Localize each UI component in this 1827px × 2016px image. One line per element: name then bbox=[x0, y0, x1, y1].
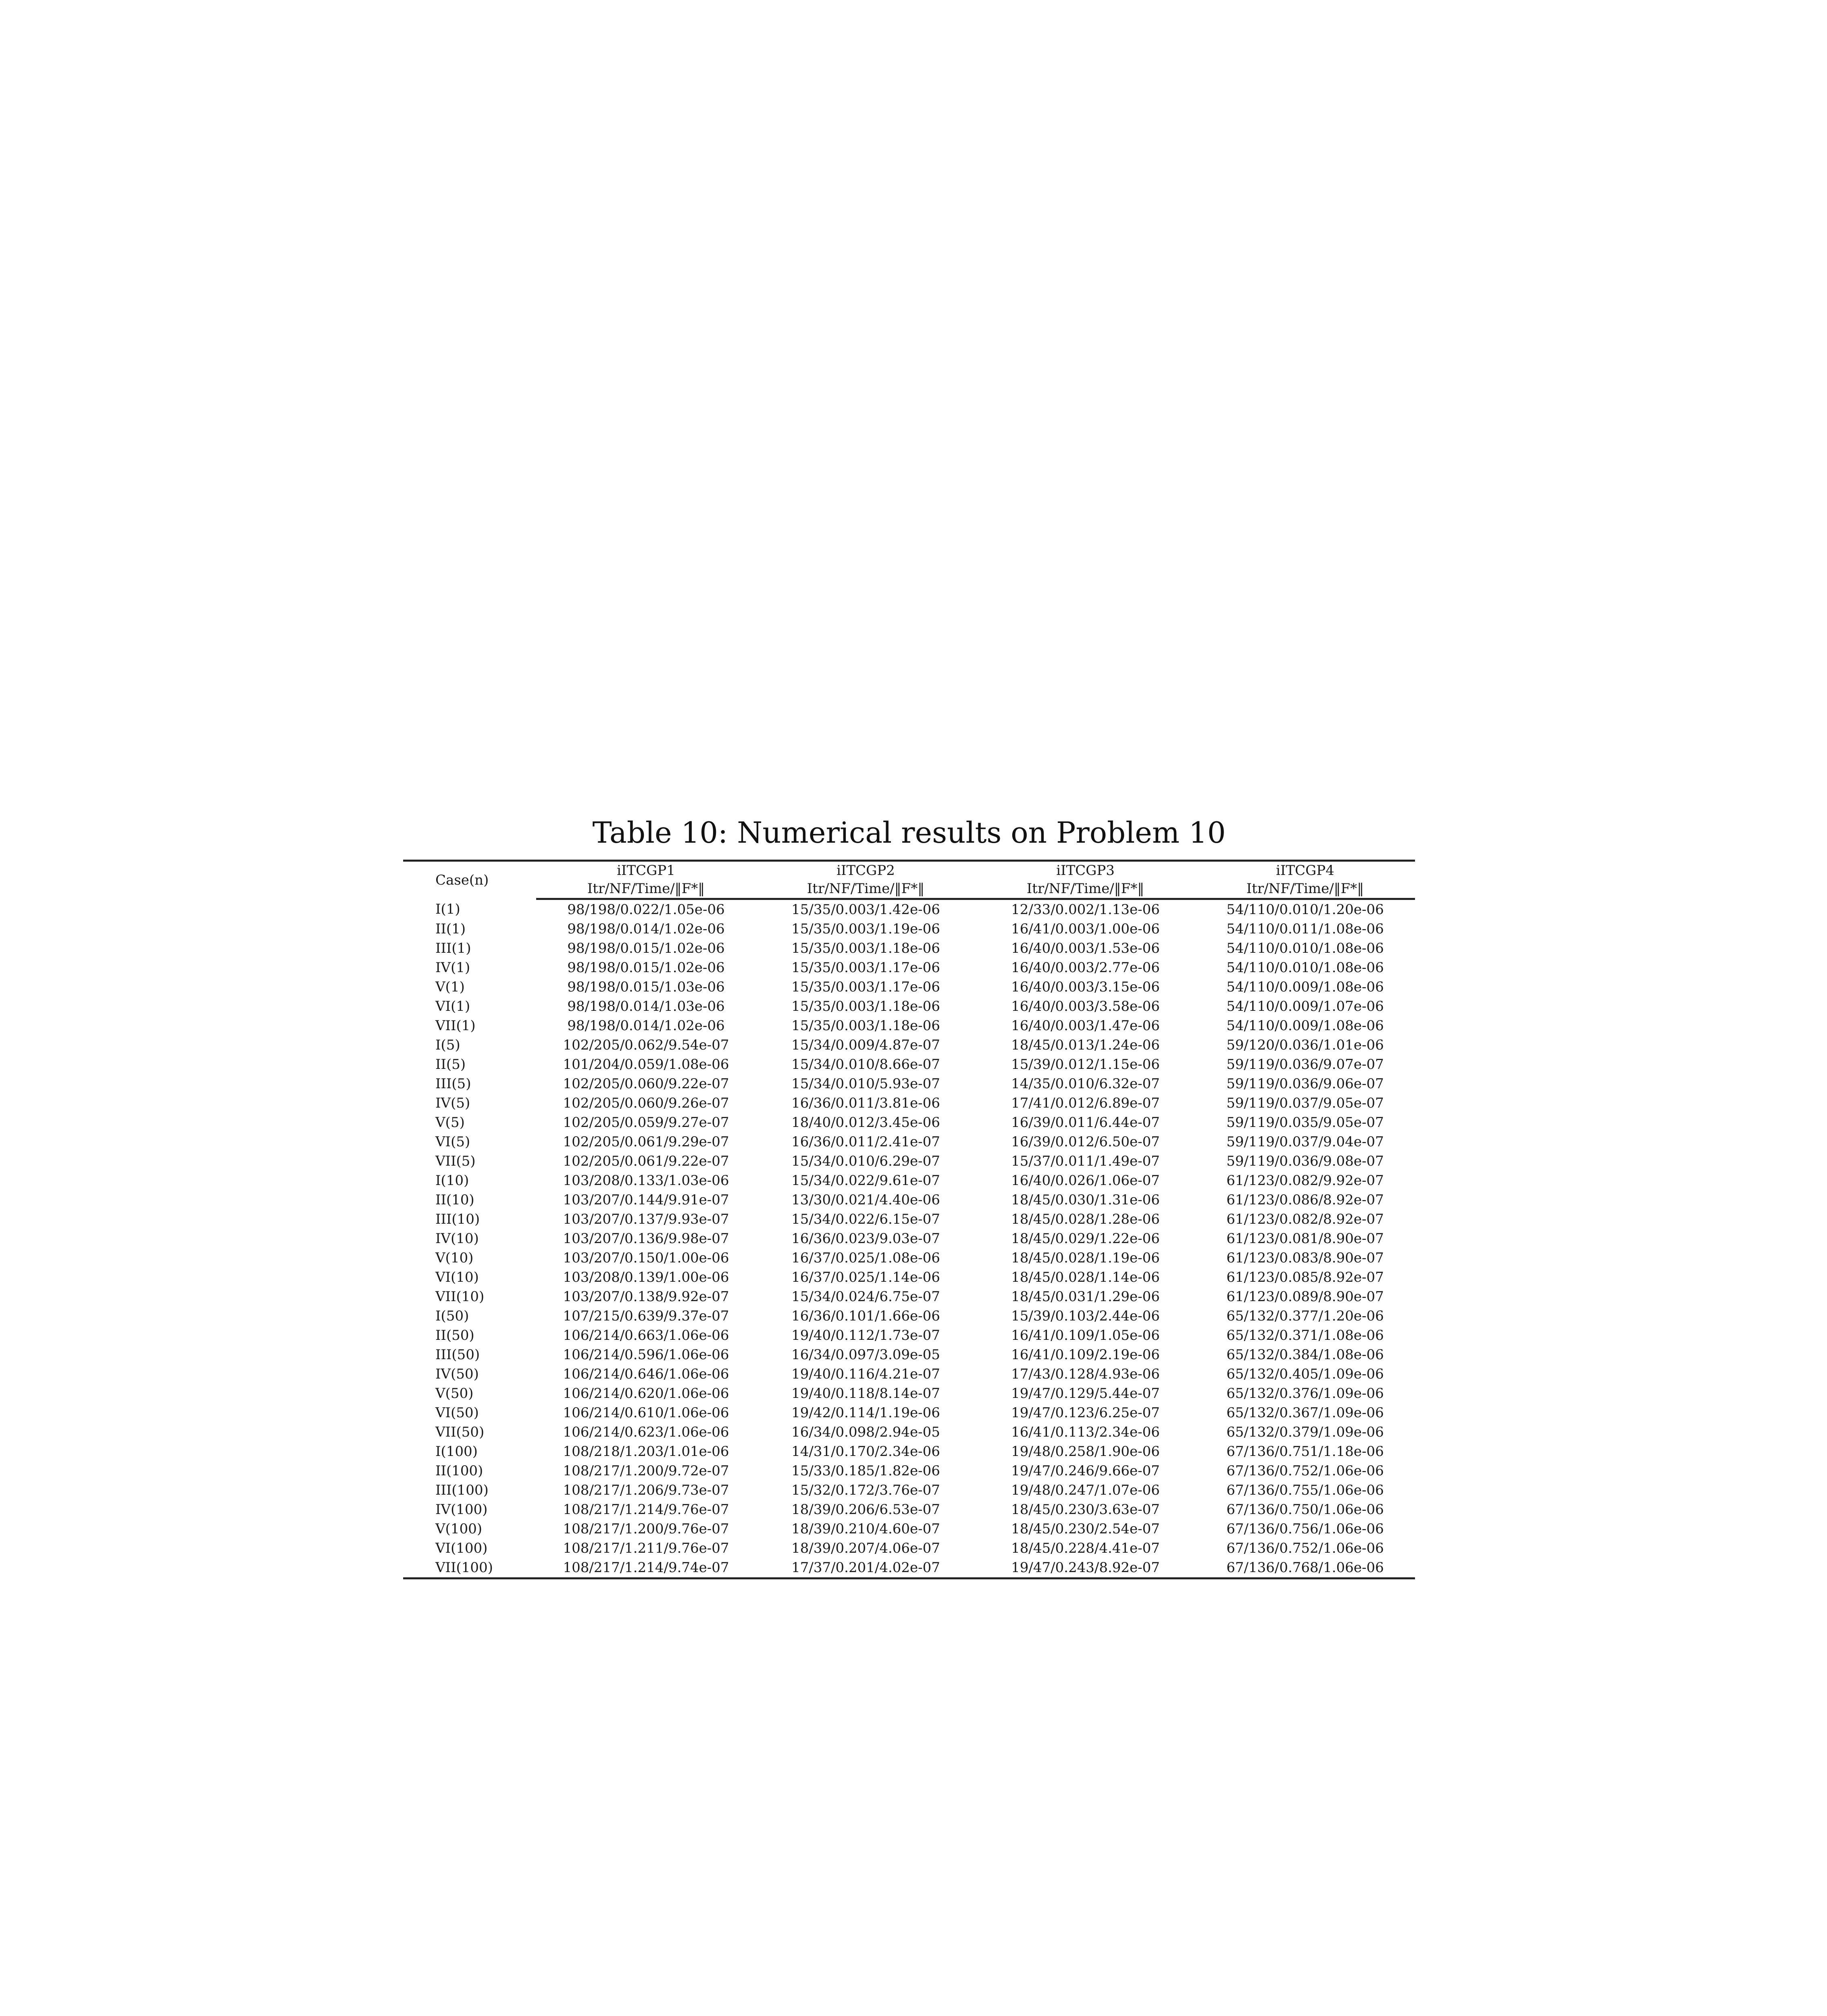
result-cell-method-2: 17/37/0.201/4.02e-07 bbox=[756, 1558, 976, 1579]
result-cell-method-2: 16/36/0.023/9.03e-07 bbox=[791, 1231, 940, 1247]
result-cell-method-3: 17/41/0.012/6.89e-07 bbox=[1011, 1095, 1160, 1111]
result-cell-method-4: 54/110/0.010/1.08e-06 bbox=[1226, 940, 1384, 956]
case-cell: I(100) bbox=[435, 1443, 478, 1460]
result-cell-method-2: 15/35/0.003/1.17e-06 bbox=[791, 979, 940, 995]
result-cell-method-2: 14/31/0.170/2.34e-06 bbox=[791, 1443, 940, 1460]
result-cell-method-1: 98/198/0.015/1.02e-06 bbox=[567, 960, 725, 976]
method-header-2: iITCGP2 bbox=[756, 861, 976, 880]
metric-header-1: Itr/NF/Time/‖F*‖ bbox=[536, 880, 756, 899]
result-cell-method-1: 103/207/0.138/9.92e-07 bbox=[563, 1289, 729, 1305]
result-cell-method-4: 54/110/0.009/1.07e-06 bbox=[1226, 998, 1384, 1014]
result-cell-method-3: 19/47/0.243/8.92e-07 bbox=[976, 1558, 1195, 1579]
metric-header-2: Itr/NF/Time/‖F*‖ bbox=[756, 880, 976, 899]
case-cell: I(1) bbox=[435, 901, 460, 917]
case-cell: IV(5) bbox=[435, 1095, 470, 1111]
case-cell: II(5) bbox=[435, 1056, 466, 1073]
result-cell-method-4: 59/119/0.037/9.05e-07 bbox=[1226, 1095, 1384, 1111]
table-header bbox=[403, 861, 1415, 899]
result-cell-method-4: 67/136/0.752/1.06e-06 bbox=[1226, 1540, 1384, 1556]
result-cell-method-1: 98/198/0.015/1.03e-06 bbox=[567, 979, 725, 995]
result-cell-method-4: 61/123/0.089/8.90e-07 bbox=[1226, 1289, 1384, 1305]
result-cell-method-3: 16/41/0.113/2.34e-06 bbox=[1011, 1424, 1160, 1440]
result-cell-method-2: 16/36/0.011/2.41e-07 bbox=[791, 1134, 940, 1150]
result-cell-method-2: 15/34/0.022/6.15e-07 bbox=[791, 1211, 940, 1227]
result-cell-method-3: 18/45/0.230/2.54e-07 bbox=[1011, 1521, 1160, 1537]
case-cell: VI(100) bbox=[435, 1540, 488, 1556]
table-row bbox=[403, 1248, 1415, 1268]
result-cell-method-3: 16/41/0.003/1.00e-06 bbox=[1011, 921, 1160, 937]
table-row bbox=[403, 1345, 1415, 1364]
table-row bbox=[403, 1132, 1415, 1152]
method-header-1: iITCGP1 bbox=[536, 861, 756, 880]
result-cell-method-3: 18/45/0.230/3.63e-07 bbox=[1011, 1502, 1160, 1518]
result-cell-method-1: 102/205/0.060/9.26e-07 bbox=[563, 1095, 729, 1111]
result-cell-method-1: 108/217/1.214/9.76e-07 bbox=[563, 1502, 729, 1518]
result-cell-method-2: 16/37/0.025/1.14e-06 bbox=[791, 1269, 940, 1285]
table-row bbox=[403, 1035, 1415, 1055]
result-cell-method-2: 15/34/0.010/6.29e-07 bbox=[791, 1153, 940, 1169]
result-cell-method-1: 108/217/1.200/9.76e-07 bbox=[563, 1521, 729, 1537]
result-cell-method-2: 15/35/0.003/1.18e-06 bbox=[791, 940, 940, 956]
result-cell-method-3: 12/33/0.002/1.13e-06 bbox=[1011, 902, 1160, 918]
case-cell: VII(50) bbox=[435, 1424, 485, 1440]
result-cell-method-3: 18/45/0.030/1.31e-06 bbox=[1011, 1192, 1160, 1208]
table-row bbox=[403, 1287, 1415, 1306]
result-cell-method-4: 59/119/0.036/9.08e-07 bbox=[1226, 1153, 1384, 1169]
case-cell: V(50) bbox=[435, 1385, 474, 1402]
table-row bbox=[403, 977, 1415, 997]
table-row bbox=[403, 1074, 1415, 1093]
result-cell-method-4: 61/123/0.086/8.92e-07 bbox=[1226, 1192, 1384, 1208]
result-cell-method-2: 15/35/0.003/1.42e-06 bbox=[791, 902, 940, 918]
result-cell-method-1: 108/217/1.206/9.73e-07 bbox=[563, 1482, 729, 1498]
table-row bbox=[403, 1229, 1415, 1248]
result-cell-method-2: 18/40/0.012/3.45e-06 bbox=[791, 1114, 940, 1131]
case-cell: III(10) bbox=[435, 1211, 480, 1227]
result-cell-method-4: 54/110/0.009/1.08e-06 bbox=[1226, 1018, 1384, 1034]
metric-header-4: Itr/NF/Time/‖F*‖ bbox=[1195, 880, 1415, 899]
result-cell-method-4: 59/119/0.036/9.07e-07 bbox=[1226, 1056, 1384, 1073]
result-cell-method-4: 54/110/0.011/1.08e-06 bbox=[1226, 921, 1384, 937]
result-cell-method-3: 16/41/0.109/1.05e-06 bbox=[1011, 1327, 1160, 1343]
result-cell-method-1: 103/208/0.139/1.00e-06 bbox=[563, 1269, 729, 1285]
result-cell-method-4: 61/123/0.085/8.92e-07 bbox=[1226, 1269, 1384, 1285]
case-cell: IV(1) bbox=[435, 960, 470, 976]
result-cell-method-1: 102/205/0.060/9.22e-07 bbox=[563, 1076, 729, 1092]
result-cell-method-3: 19/47/0.129/5.44e-07 bbox=[1011, 1385, 1160, 1402]
result-cell-method-2: 16/34/0.098/2.94e-05 bbox=[791, 1424, 940, 1440]
case-cell: V(5) bbox=[435, 1114, 465, 1131]
result-cell-method-2: 19/40/0.116/4.21e-07 bbox=[791, 1366, 940, 1382]
result-cell-method-3: 16/40/0.026/1.06e-07 bbox=[1011, 1173, 1160, 1189]
result-cell-method-3: 18/45/0.029/1.22e-06 bbox=[1011, 1231, 1160, 1247]
table-row bbox=[403, 899, 1415, 920]
table-row bbox=[403, 1403, 1415, 1422]
result-cell-method-3: 16/39/0.012/6.50e-07 bbox=[1011, 1134, 1160, 1150]
result-cell-method-1: 103/208/0.133/1.03e-06 bbox=[563, 1173, 729, 1189]
table-row bbox=[403, 1364, 1415, 1384]
table-row bbox=[403, 958, 1415, 977]
case-cell: VI(1) bbox=[435, 998, 470, 1014]
result-cell-method-1: 103/207/0.136/9.98e-07 bbox=[563, 1231, 729, 1247]
table-body bbox=[403, 899, 1415, 1579]
result-cell-method-3: 16/40/0.003/3.15e-06 bbox=[1011, 979, 1160, 995]
case-cell: I(5) bbox=[435, 1037, 460, 1053]
result-cell-method-2: 15/35/0.003/1.19e-06 bbox=[791, 921, 940, 937]
result-cell-method-3: 16/39/0.011/6.44e-07 bbox=[1011, 1114, 1160, 1131]
method-header-row bbox=[403, 861, 1415, 880]
table-caption: Table 10: Numerical results on Problem 10 bbox=[592, 816, 1226, 850]
result-cell-method-1: 106/214/0.620/1.06e-06 bbox=[563, 1385, 729, 1402]
result-cell-method-2: 15/34/0.009/4.87e-07 bbox=[791, 1037, 940, 1053]
result-cell-method-1: 102/205/0.061/9.22e-07 bbox=[563, 1153, 729, 1169]
result-cell-method-3: 18/45/0.013/1.24e-06 bbox=[1011, 1037, 1160, 1053]
result-cell-method-2: 15/34/0.022/9.61e-07 bbox=[791, 1173, 940, 1189]
result-cell-method-1: 102/205/0.059/9.27e-07 bbox=[563, 1114, 729, 1131]
result-cell-method-1: 98/198/0.015/1.02e-06 bbox=[567, 940, 725, 956]
result-cell-method-2: 15/34/0.024/6.75e-07 bbox=[791, 1289, 940, 1305]
result-cell-method-4: 65/132/0.384/1.08e-06 bbox=[1226, 1347, 1384, 1363]
table-row bbox=[403, 997, 1415, 1016]
table-row bbox=[403, 919, 1415, 939]
result-cell-method-3: 18/45/0.031/1.29e-06 bbox=[1011, 1289, 1160, 1305]
result-cell-method-1: 102/205/0.062/9.54e-07 bbox=[563, 1037, 729, 1053]
result-cell-method-1: 106/214/0.610/1.06e-06 bbox=[563, 1405, 729, 1421]
table-row bbox=[403, 939, 1415, 958]
result-cell-method-1: 98/198/0.014/1.02e-06 bbox=[567, 1018, 725, 1034]
result-cell-method-4: 61/123/0.081/8.90e-07 bbox=[1226, 1231, 1384, 1247]
result-cell-method-1: 98/198/0.022/1.05e-06 bbox=[567, 902, 725, 918]
table-row bbox=[403, 1016, 1415, 1035]
result-cell-method-2: 19/40/0.118/8.14e-07 bbox=[791, 1385, 940, 1402]
case-cell: I(10) bbox=[435, 1173, 469, 1189]
result-cell-method-4: 67/136/0.752/1.06e-06 bbox=[1226, 1463, 1384, 1479]
table-row bbox=[403, 1519, 1415, 1539]
case-cell: V(10) bbox=[435, 1250, 474, 1266]
result-cell-method-1: 102/205/0.061/9.29e-07 bbox=[563, 1134, 729, 1150]
case-cell: II(50) bbox=[435, 1327, 474, 1343]
case-cell: VII(5) bbox=[435, 1153, 476, 1169]
case-cell: III(5) bbox=[435, 1076, 471, 1092]
result-cell-method-1: 103/207/0.144/9.91e-07 bbox=[563, 1192, 729, 1208]
method-header-3: iITCGP3 bbox=[976, 861, 1195, 880]
result-cell-method-3: 14/35/0.010/6.32e-07 bbox=[1011, 1076, 1160, 1092]
result-cell-method-4: 59/119/0.037/9.04e-07 bbox=[1226, 1134, 1384, 1150]
result-cell-method-1: 103/207/0.137/9.93e-07 bbox=[563, 1211, 729, 1227]
result-cell-method-1: 108/218/1.203/1.01e-06 bbox=[563, 1443, 729, 1460]
table-row bbox=[403, 1422, 1415, 1442]
case-cell: VII(1) bbox=[435, 1018, 476, 1034]
case-cell: III(100) bbox=[435, 1482, 489, 1498]
result-cell-method-3: 19/48/0.247/1.07e-06 bbox=[1011, 1482, 1160, 1498]
result-cell-method-3: 18/45/0.028/1.28e-06 bbox=[1011, 1211, 1160, 1227]
table-row bbox=[403, 1539, 1415, 1558]
result-cell-method-4: 65/132/0.405/1.09e-06 bbox=[1226, 1366, 1384, 1382]
result-cell-method-4: 59/119/0.036/9.06e-07 bbox=[1226, 1076, 1384, 1092]
metric-header-3: Itr/NF/Time/‖F*‖ bbox=[976, 880, 1195, 899]
result-cell-method-2: 16/36/0.011/3.81e-06 bbox=[791, 1095, 940, 1111]
case-cell: IV(50) bbox=[435, 1366, 479, 1382]
result-cell-method-1: 108/217/1.214/9.74e-07 bbox=[536, 1558, 756, 1579]
result-cell-method-4: 67/136/0.768/1.06e-06 bbox=[1195, 1558, 1415, 1579]
result-cell-method-1: 98/198/0.014/1.02e-06 bbox=[567, 921, 725, 937]
result-cell-method-2: 16/34/0.097/3.09e-05 bbox=[791, 1347, 940, 1363]
result-cell-method-2: 18/39/0.206/6.53e-07 bbox=[791, 1502, 940, 1518]
result-cell-method-4: 59/119/0.035/9.05e-07 bbox=[1226, 1114, 1384, 1131]
result-cell-method-3: 18/45/0.228/4.41e-07 bbox=[1011, 1540, 1160, 1556]
result-cell-method-4: 65/132/0.379/1.09e-06 bbox=[1226, 1424, 1384, 1440]
result-cell-method-1: 106/214/0.596/1.06e-06 bbox=[563, 1347, 729, 1363]
case-cell: II(100) bbox=[435, 1463, 483, 1479]
result-cell-method-4: 54/110/0.010/1.20e-06 bbox=[1226, 902, 1384, 918]
case-cell: IV(10) bbox=[435, 1231, 479, 1247]
result-cell-method-1: 101/204/0.059/1.08e-06 bbox=[563, 1056, 729, 1073]
result-cell-method-1: 107/215/0.639/9.37e-07 bbox=[563, 1308, 729, 1324]
case-cell: VI(50) bbox=[435, 1405, 479, 1421]
result-cell-method-1: 108/217/1.200/9.72e-07 bbox=[563, 1463, 729, 1479]
result-cell-method-2: 15/35/0.003/1.18e-06 bbox=[791, 998, 940, 1014]
table-row bbox=[403, 1093, 1415, 1113]
results-table-container bbox=[403, 860, 1415, 1579]
table-row bbox=[403, 1442, 1415, 1461]
result-cell-method-2: 15/32/0.172/3.76e-07 bbox=[791, 1482, 940, 1498]
result-cell-method-4: 54/110/0.010/1.08e-06 bbox=[1226, 960, 1384, 976]
result-cell-method-3: 16/41/0.109/2.19e-06 bbox=[1011, 1347, 1160, 1363]
result-cell-method-2: 15/35/0.003/1.18e-06 bbox=[791, 1018, 940, 1034]
table-row bbox=[403, 1113, 1415, 1132]
table-row bbox=[403, 1171, 1415, 1190]
result-cell-method-2: 18/39/0.210/4.60e-07 bbox=[791, 1521, 940, 1537]
table-row bbox=[403, 1558, 1415, 1579]
result-cell-method-4: 54/110/0.009/1.08e-06 bbox=[1226, 979, 1384, 995]
case-cell: III(50) bbox=[435, 1347, 480, 1363]
result-cell-method-3: 18/45/0.028/1.14e-06 bbox=[1011, 1269, 1160, 1285]
result-cell-method-2: 19/40/0.112/1.73e-07 bbox=[791, 1327, 940, 1343]
case-cell: II(1) bbox=[435, 921, 466, 937]
result-cell-method-2: 19/42/0.114/1.19e-06 bbox=[791, 1405, 940, 1421]
table-row bbox=[403, 1326, 1415, 1345]
result-cell-method-3: 16/40/0.003/1.53e-06 bbox=[1011, 940, 1160, 956]
result-cell-method-4: 65/132/0.367/1.09e-06 bbox=[1226, 1405, 1384, 1421]
result-cell-method-1: 98/198/0.014/1.03e-06 bbox=[567, 998, 725, 1014]
result-cell-method-2: 16/36/0.101/1.66e-06 bbox=[791, 1308, 940, 1324]
method-header-4: iITCGP4 bbox=[1195, 861, 1415, 880]
result-cell-method-2: 18/39/0.207/4.06e-07 bbox=[791, 1540, 940, 1556]
case-column-header: Case(n) bbox=[403, 861, 536, 899]
table-row bbox=[403, 1500, 1415, 1519]
result-cell-method-3: 15/39/0.012/1.15e-06 bbox=[1011, 1056, 1160, 1073]
case-cell: V(1) bbox=[435, 979, 465, 995]
result-cell-method-3: 16/40/0.003/3.58e-06 bbox=[1011, 998, 1160, 1014]
result-cell-method-4: 65/132/0.377/1.20e-06 bbox=[1226, 1308, 1384, 1324]
result-cell-method-4: 59/120/0.036/1.01e-06 bbox=[1226, 1037, 1384, 1053]
result-cell-method-4: 61/123/0.082/8.92e-07 bbox=[1226, 1211, 1384, 1227]
metric-header-row bbox=[403, 880, 1415, 899]
result-cell-method-4: 67/136/0.751/1.18e-06 bbox=[1226, 1443, 1384, 1460]
result-cell-method-3: 15/37/0.011/1.49e-07 bbox=[1011, 1153, 1160, 1169]
result-cell-method-2: 15/35/0.003/1.17e-06 bbox=[791, 960, 940, 976]
case-cell: I(50) bbox=[435, 1308, 469, 1324]
result-cell-method-3: 15/39/0.103/2.44e-06 bbox=[1011, 1308, 1160, 1324]
result-cell-method-3: 19/47/0.246/9.66e-07 bbox=[1011, 1463, 1160, 1479]
case-cell: VI(5) bbox=[435, 1134, 470, 1150]
result-cell-method-3: 19/48/0.258/1.90e-06 bbox=[1011, 1443, 1160, 1460]
result-cell-method-1: 106/214/0.646/1.06e-06 bbox=[563, 1366, 729, 1382]
table-row bbox=[403, 1190, 1415, 1210]
table-row bbox=[403, 1306, 1415, 1326]
case-cell: VII(100) bbox=[403, 1558, 536, 1579]
table-row bbox=[403, 1152, 1415, 1171]
result-cell-method-1: 103/207/0.150/1.00e-06 bbox=[563, 1250, 729, 1266]
result-cell-method-4: 61/123/0.082/9.92e-07 bbox=[1226, 1173, 1384, 1189]
result-cell-method-1: 106/214/0.623/1.06e-06 bbox=[563, 1424, 729, 1440]
case-cell: VI(10) bbox=[435, 1269, 479, 1285]
table-row bbox=[403, 1055, 1415, 1074]
result-cell-method-3: 16/40/0.003/1.47e-06 bbox=[1011, 1018, 1160, 1034]
result-cell-method-2: 15/34/0.010/5.93e-07 bbox=[791, 1076, 940, 1092]
results-table bbox=[403, 860, 1415, 1579]
result-cell-method-2: 16/37/0.025/1.08e-06 bbox=[791, 1250, 940, 1266]
case-cell: III(1) bbox=[435, 940, 471, 956]
table-row bbox=[403, 1384, 1415, 1403]
table-row bbox=[403, 1481, 1415, 1500]
result-cell-method-3: 19/47/0.123/6.25e-07 bbox=[1011, 1405, 1160, 1421]
result-cell-method-3: 18/45/0.028/1.19e-06 bbox=[1011, 1250, 1160, 1266]
table-row bbox=[403, 1268, 1415, 1287]
result-cell-method-3: 17/43/0.128/4.93e-06 bbox=[1011, 1366, 1160, 1382]
result-cell-method-1: 108/217/1.211/9.76e-07 bbox=[563, 1540, 729, 1556]
result-cell-method-4: 67/136/0.755/1.06e-06 bbox=[1226, 1482, 1384, 1498]
result-cell-method-4: 67/136/0.750/1.06e-06 bbox=[1226, 1502, 1384, 1518]
case-cell: V(100) bbox=[435, 1521, 482, 1537]
case-cell: IV(100) bbox=[435, 1502, 488, 1518]
result-cell-method-1: 106/214/0.663/1.06e-06 bbox=[563, 1327, 729, 1343]
result-cell-method-4: 65/132/0.376/1.09e-06 bbox=[1226, 1385, 1384, 1402]
case-cell: VII(10) bbox=[435, 1289, 485, 1305]
result-cell-method-2: 13/30/0.021/4.40e-06 bbox=[791, 1192, 940, 1208]
table-row bbox=[403, 1210, 1415, 1229]
result-cell-method-4: 65/132/0.371/1.08e-06 bbox=[1226, 1327, 1384, 1343]
case-cell: II(10) bbox=[435, 1192, 474, 1208]
result-cell-method-4: 67/136/0.756/1.06e-06 bbox=[1226, 1521, 1384, 1537]
result-cell-method-2: 15/34/0.010/8.66e-07 bbox=[791, 1056, 940, 1073]
result-cell-method-2: 15/33/0.185/1.82e-06 bbox=[791, 1463, 940, 1479]
table-row bbox=[403, 1461, 1415, 1481]
result-cell-method-4: 61/123/0.083/8.90e-07 bbox=[1226, 1250, 1384, 1266]
result-cell-method-3: 16/40/0.003/2.77e-06 bbox=[1011, 960, 1160, 976]
